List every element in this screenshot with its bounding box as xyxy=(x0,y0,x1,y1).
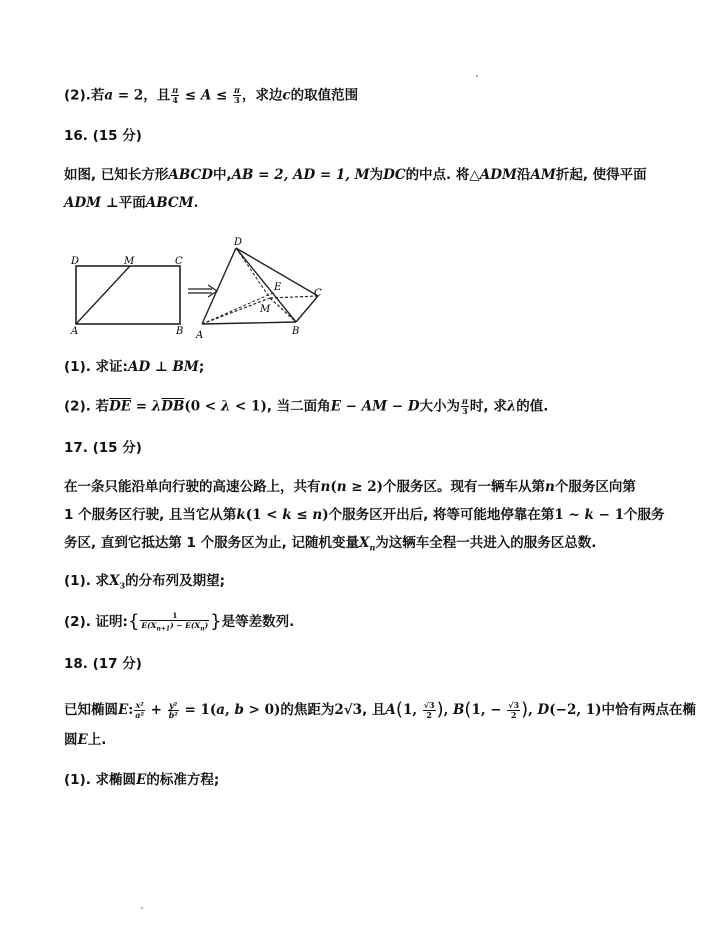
speck-bottom xyxy=(141,907,143,909)
label-B-folded: B xyxy=(292,326,300,337)
q16-part2-text-d: 时, 求 xyxy=(469,398,507,415)
math-leq: ≤ xyxy=(180,87,201,104)
math-one: 1 ~ xyxy=(554,507,585,523)
q15-part2-text: 若 xyxy=(90,87,105,104)
q17-stem-line3 xyxy=(64,534,596,557)
q18-stem-text: 已知椭圆 xyxy=(64,702,118,718)
math-X3: $X_3$ xyxy=(109,573,126,591)
q16-figure xyxy=(64,234,334,344)
vector-de: $\overline{DE}$ xyxy=(109,398,132,415)
label-D: D xyxy=(71,256,80,267)
q15-part2-text-d: 的取值范围 xyxy=(290,87,359,104)
q17-stem-text-c: 个服务区向第 xyxy=(554,479,636,495)
math-k-3: k xyxy=(584,507,594,523)
segment-am xyxy=(76,266,130,324)
math-am: AM xyxy=(530,167,556,183)
math-close: ) xyxy=(322,507,329,523)
paren-open: ( xyxy=(395,699,403,720)
math-abcd: ABCD xyxy=(168,167,213,183)
q16-stem-line2 xyxy=(64,194,198,212)
math-one-c: 1, − xyxy=(471,702,507,718)
math-dc: DC xyxy=(383,167,406,183)
q17-part1-end: 的分布列及期望; xyxy=(125,573,226,589)
paren-close: ) xyxy=(436,699,444,720)
math-range-2: < 1) xyxy=(230,398,267,415)
q15-part2-text-c: ，求边 xyxy=(241,87,283,104)
rect-abcd xyxy=(76,266,180,324)
q17-stem-text-2a: 1 个服务区行驶, 且当它从第 xyxy=(64,507,237,523)
math-a-eq: a xyxy=(104,87,114,104)
math-D-point: D xyxy=(537,702,550,718)
math-ad-perp-bm: AD ⊥ BM xyxy=(127,359,199,375)
q16-stem-text-3: 为 xyxy=(369,167,384,183)
q18-stem-line2 xyxy=(64,731,106,749)
speck xyxy=(476,75,478,77)
math-adm: ADM xyxy=(479,167,517,183)
q17-stem-line1 xyxy=(64,478,636,496)
q17-stem-line2 xyxy=(64,506,664,524)
q17-part2 xyxy=(64,610,294,634)
math-comma: , xyxy=(225,702,235,718)
q16-stem-text-6: 折起, 使得平面 xyxy=(555,167,647,183)
frac-x2-a2: $\frac{\text{x²}}{\text{a²}}$ xyxy=(135,699,144,720)
math-eq-2: = xyxy=(131,398,152,415)
math-n-3: n xyxy=(545,479,555,495)
math-b: b xyxy=(234,702,244,718)
math-D-coords: (−2, 1) xyxy=(549,702,602,718)
math-lambda: λ xyxy=(151,398,162,415)
math-abcm: ABCM. xyxy=(145,195,199,211)
label-M: M xyxy=(124,256,135,267)
math-comma-c: , xyxy=(528,702,538,718)
q18-stem-text-b: 的焦距为 xyxy=(280,702,335,718)
q15-part2-text-b: ，且 xyxy=(143,87,171,104)
q17-stem-text-2b: 个服务区开出后, 将等可能地停靠在第 xyxy=(328,507,555,523)
math-n-4: n xyxy=(312,507,323,523)
math-Xn: $X_n$ xyxy=(358,535,376,553)
math-k-cond: (1 < xyxy=(245,507,283,523)
label-A: A xyxy=(71,326,79,337)
label-M-folded: M xyxy=(260,304,271,315)
q16-part2-label: (2). 若 xyxy=(64,398,110,415)
frac-expectation: $\frac{1}{E(X_{n+1}) - E(X_n)}$ xyxy=(141,610,209,633)
math-B-point: B xyxy=(453,702,465,718)
q16-part1 xyxy=(64,358,204,376)
q18-stem-text-c: , 且 xyxy=(362,702,386,718)
label-C: C xyxy=(175,256,183,267)
math-plus: + xyxy=(145,702,167,718)
q16-stem-text-5: 沿 xyxy=(516,167,531,183)
math-range: (0 < xyxy=(184,398,221,415)
q17-part2-end: 是等差数列. xyxy=(221,614,295,630)
brace-right: } xyxy=(210,611,222,632)
q17-stem-text-b: 个服务区。现有一辆车从第 xyxy=(383,479,546,495)
label-B: B xyxy=(176,326,184,337)
q18-part1-end: 的标准方程; xyxy=(146,772,220,788)
math-2sqrt3: 2√3 xyxy=(334,702,363,718)
math-geq: ≥ 2) xyxy=(346,479,384,495)
math-leq-3: ≤ xyxy=(291,507,313,523)
math-ab: a xyxy=(216,702,226,718)
q18-stem-text-d: 中恰有两点在椭 xyxy=(601,702,697,718)
math-A: A xyxy=(200,87,212,104)
math-E: E xyxy=(118,702,129,718)
vector-db: $\overline{DB}$ xyxy=(161,398,185,415)
q16-part2 xyxy=(64,397,548,416)
q16-part1-end: ; xyxy=(198,359,205,375)
label-D-folded: D xyxy=(234,237,243,248)
math-eq: = 2 xyxy=(113,87,144,104)
q16-part2-text-c: 大小为 xyxy=(419,398,461,415)
math-colon: : xyxy=(128,702,134,718)
math-lambda-2: λ xyxy=(220,398,231,415)
math-leq-2: ≤ xyxy=(211,87,233,104)
q15-part2: (2).若a = 2，且 $\frac{\pi}{4}$ ≤ A ≤ $\frac{\pi}{3}$ ，求边c的取值范围 xyxy=(64,85,359,105)
math-A-point: A xyxy=(385,702,396,718)
q17-stem-text-2c: 个服务 xyxy=(623,507,665,523)
q17-part1 xyxy=(64,572,225,595)
q16-part2-text-b: , 当二面角 xyxy=(266,398,331,415)
q17-part2-label: (2). 证明: xyxy=(64,614,128,630)
q16-part1-label: (1). 求证: xyxy=(64,359,128,375)
math-E-2: E xyxy=(77,732,88,748)
frac-sqrt3-2-b: $\frac{√3}{2}$ xyxy=(508,699,520,720)
q18-stem-text-2: 圆 xyxy=(64,732,78,748)
math-adm-perp: ADM ⊥ xyxy=(64,195,119,211)
math-one-b: 1, xyxy=(402,702,422,718)
math-k: k xyxy=(236,507,246,523)
q16-stem-text: 如图, 已知长方形 xyxy=(64,167,169,183)
frac-sqrt3-2: $\frac{√3}{2}$ xyxy=(423,699,435,720)
math-n-2: n xyxy=(336,479,347,495)
frac-y2-b2: $\frac{\text{y²}}{\text{b²}}$ xyxy=(168,699,178,720)
q18-stem-line1 xyxy=(64,697,696,723)
q18-stem-text-2b: 上. xyxy=(87,732,107,748)
math-gt0: > 0) xyxy=(243,702,281,718)
label-C-folded: C xyxy=(314,288,322,299)
math-E-3: E xyxy=(136,772,147,788)
math-n: n xyxy=(320,479,331,495)
fold-arrow-icon xyxy=(188,285,217,297)
q16-stem-text-7: 平面 xyxy=(118,195,146,211)
q16-stem-text-2: 中, xyxy=(212,167,232,183)
q18-header: 18. (17 分) xyxy=(64,656,142,672)
math-ab-ad: AB = 2, AD = 1, M xyxy=(231,167,370,183)
math-lambda-3: λ xyxy=(506,398,517,415)
figure-rectangle xyxy=(70,256,183,337)
label-A-folded: A xyxy=(196,330,204,341)
paren-open-2: ( xyxy=(464,699,472,720)
brace-left: { xyxy=(127,611,140,632)
frac-pi-4: $\frac{\pi}{4}$ xyxy=(172,85,179,105)
q16-part2-text-e: 的值. xyxy=(516,398,549,415)
math-n-cond: ( xyxy=(330,479,337,495)
frac-pi-3: $\frac{\pi}{3}$ xyxy=(234,85,240,105)
q16-stem-line1 xyxy=(64,166,647,184)
q17-stem-text-3b: 为这辆车全程一共进入的服务区总数. xyxy=(375,535,597,551)
math-eq-1: = 1( xyxy=(179,702,217,718)
math-k-2: k xyxy=(282,507,292,523)
math-dihedral: E − AM − D xyxy=(330,398,420,415)
q17-header: 17. (15 分) xyxy=(64,440,142,456)
q17-stem-text: 在一条只能沿单向行驶的高速公路上，共有 xyxy=(64,479,321,495)
q17-part1-label: (1). 求 xyxy=(64,573,110,589)
math-comma-b: , xyxy=(443,702,453,718)
frac-pi-3-b: $\frac{\pi}{3}$ xyxy=(462,396,468,416)
q17-stem-text-3a: 务区, 直到它抵达第 1 个服务区为止, 记随机变量 xyxy=(64,535,359,551)
math-minus-one: − 1 xyxy=(593,507,624,523)
q16-header: 16. (15 分) xyxy=(64,128,142,144)
q16-stem-text-4: 的中点. 将△ xyxy=(405,167,480,183)
q18-part1 xyxy=(64,771,219,789)
q18-part1-label: (1). 求椭圆 xyxy=(64,772,137,788)
math-c: c xyxy=(282,87,291,104)
label-E: E xyxy=(274,282,282,293)
paren-close-2: ) xyxy=(521,699,529,720)
